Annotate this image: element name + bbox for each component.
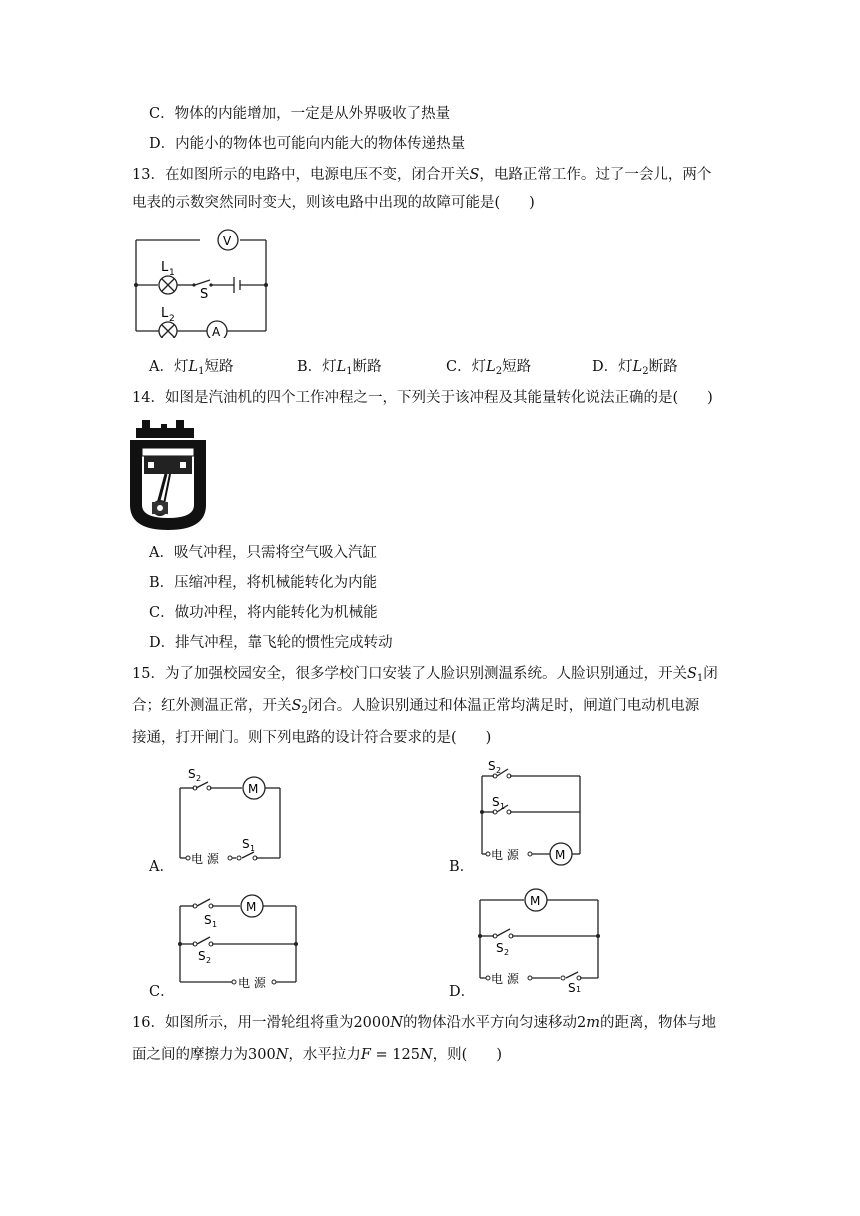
q13-circuit-diagram — [128, 226, 273, 338]
power-source-label: 电 源 — [491, 848, 519, 862]
voltmeter-label: V — [223, 234, 232, 248]
motor-label: M — [248, 782, 259, 796]
q12-option-c: C．物体的内能增加，一定是从外界吸收了热量 — [149, 106, 451, 122]
q12-option-d: D．内能小的物体也可能向内能大的物体传递热量 — [149, 136, 466, 152]
lamp-l1-label: L — [161, 260, 169, 275]
switch-label: S — [242, 837, 250, 851]
q16-stem-line1: 16．如图所示，用一滑轮组将重为2000N的物体沿水平方向匀速移动2m的距离，物体与地 — [132, 1015, 717, 1031]
power-source-label: 电 源 — [238, 976, 266, 990]
q15-circuit-d — [476, 884, 606, 992]
switch-subscript: 1 — [576, 985, 582, 992]
motor-label: M — [246, 900, 257, 914]
q14-option-d: D．排气冲程，靠飞轮的惯性完成转动 — [149, 635, 393, 651]
q15-stem-line1: 15．为了加强校园安全，很多学校门口安装了人脸识别测温系统。人脸识别通过，开关$S_1$闭 — [132, 666, 718, 684]
q15-circuit-a — [176, 762, 286, 870]
q15-option-c-label: C． — [149, 984, 175, 1000]
switch-subscript: 2 — [196, 774, 202, 783]
lamp-l2-label: L — [161, 306, 169, 321]
switch-label: S — [496, 941, 504, 955]
lamp-l1-subscript: 1 — [169, 268, 175, 278]
switch-subscript: 2 — [206, 956, 212, 965]
q15-option-d-label: D． — [449, 984, 476, 1000]
switch-subscript: 2 — [496, 766, 502, 775]
q14-stem: 14．如图是汽油机的四个工作冲程之一，下列关于该冲程及其能量转化说法正确的是( ) — [132, 390, 713, 406]
switch-label: S — [568, 981, 576, 992]
power-source-label: 电 源 — [491, 972, 519, 986]
switch-subscript: 1 — [500, 802, 506, 811]
engine-stroke-diagram — [128, 420, 208, 532]
motor-label: M — [555, 848, 566, 862]
q16-stem-line2: 面之间的摩擦力为300N，水平拉力F = 125N，则( ) — [132, 1047, 502, 1063]
q13-option-c: C．灯$L_2$短路 — [446, 359, 532, 377]
switch-subscript: 1 — [250, 844, 256, 853]
switch-s-label: S — [200, 287, 209, 302]
q13-option-d: D．灯$L_2$断路 — [592, 359, 678, 377]
q15-option-b-label: B． — [449, 859, 475, 875]
switch-label: S — [488, 759, 496, 773]
switch-subscript: 1 — [212, 920, 218, 929]
q15-stem-line2: 合；红外测温正常，开关$S_2$闭合。人脸识别通过和体温正常均满足时，闸道门电动机电源 — [132, 698, 700, 716]
q15-option-a-label: A． — [149, 859, 174, 875]
switch-label: S — [492, 795, 500, 809]
lamp-l2-subscript: 2 — [169, 314, 175, 324]
q14-option-c: C．做功冲程，将内能转化为机械能 — [149, 605, 378, 621]
switch-label: S — [188, 767, 196, 781]
q13-option-a: A．灯$L_1$短路 — [149, 359, 234, 377]
motor-label: M — [530, 894, 541, 908]
q13-stem-line1: 13．在如图所示的电路中，电源电压不变，闭合开关S，电路正常工作。过了一会儿，两个 — [132, 167, 712, 183]
q13-option-b: B．灯$L_1$断路 — [297, 359, 382, 377]
ammeter-label: A — [212, 325, 221, 338]
q13-stem-line2: 电表的示数突然同时变大，则该电路中出现的故障可能是( ) — [132, 195, 535, 211]
power-source-label: 电 源 — [191, 852, 219, 866]
q15-circuit-c — [176, 890, 302, 990]
q15-stem-line3: 接通，打开闸门。则下列电路的设计符合要求的是( ) — [132, 730, 492, 746]
q15-circuit-b — [476, 756, 586, 868]
switch-label: S — [204, 913, 212, 927]
switch-label: S — [198, 949, 206, 963]
switch-subscript: 2 — [504, 948, 510, 957]
q14-option-a: A．吸气冲程，只需将空气吸入汽缸 — [149, 545, 377, 561]
q14-option-b: B．压缩冲程，将机械能转化为内能 — [149, 575, 378, 591]
